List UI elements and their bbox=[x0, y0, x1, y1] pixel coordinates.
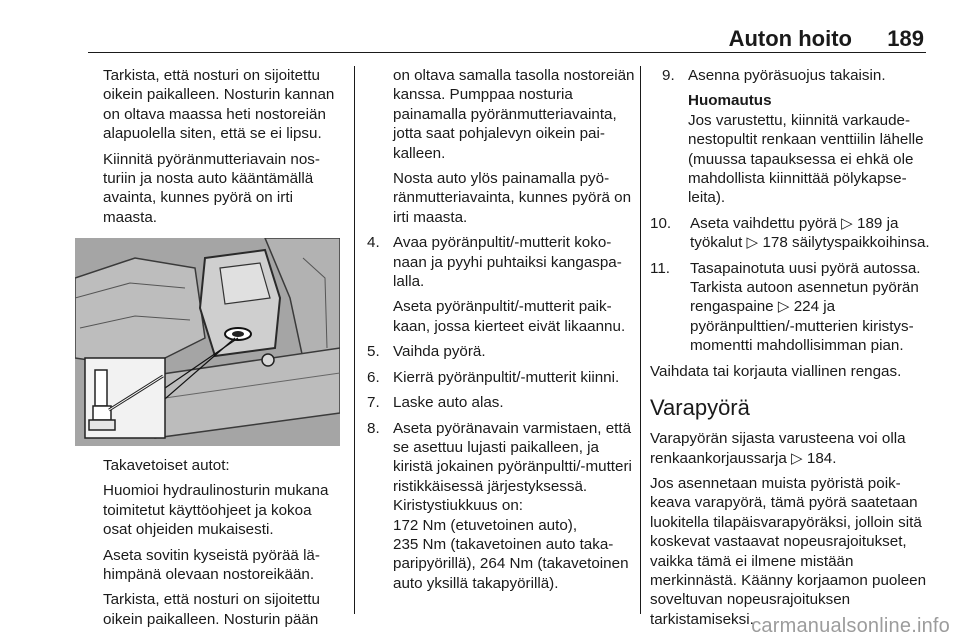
list-number: 9. bbox=[662, 67, 675, 84]
list-item-4 bbox=[367, 233, 635, 291]
paragraph: Huomioi hydraulinosturin mukana toimitetut käyttöohjeet ja kokoa osat ohjeiden mukaisesti. bbox=[103, 482, 329, 539]
paragraph: Varapyörän sijasta varusteena voi olla renkaankorjaussarja ▷ 184. bbox=[650, 430, 906, 467]
column-divider-left bbox=[354, 66, 355, 614]
list-text: Aseta pyöränavain varmistaen, että se asettuu lujasti paikalleen, ja kiristä jokainen pyöränpultti/-mutteri ristikkäisessä järjestyksessä. Kiristystiukkuus on: bbox=[393, 419, 632, 515]
paragraph: Vaihdata tai korjauta viallinen rengas. bbox=[650, 362, 902, 380]
paragraph: on oltava samalla tasolla nostoreiän kanssa. Pumppaa nosturia painamalla pyöränmutteriavainta, jotta saat pohjalevyn oikein paikalleen. bbox=[393, 67, 635, 162]
column-2 bbox=[367, 66, 635, 599]
watermark: carmanualsonline.info bbox=[751, 615, 950, 637]
list-number: 8. bbox=[367, 419, 380, 437]
paragraph: Tarkista, että nosturi on sijoitettu oikein paikalleen. Nosturin kannan on oltava maassa heti nostoreiän alapuolella siten, että se ei lipsu. bbox=[103, 67, 335, 143]
torque-value-rwd: 235 Nm (takavetoinen auto takaparipyörillä), 264 Nm (takavetoinen auto yksillä takapyörillä). bbox=[393, 535, 629, 592]
list-item-6 bbox=[367, 368, 635, 387]
list-number: 10. bbox=[650, 214, 672, 232]
list-item-8 bbox=[367, 419, 635, 516]
list-number: 5. bbox=[367, 343, 380, 361]
column-3 bbox=[650, 66, 932, 635]
paragraph: Aseta sovitin kyseistä pyörää lähimpänä olevaan nostoreikään. bbox=[103, 546, 320, 584]
jack-illustration-figure bbox=[75, 238, 340, 446]
list-number: 7. bbox=[367, 394, 380, 412]
list-text: Vaihda pyörä. bbox=[393, 343, 486, 361]
page-number: 189 bbox=[887, 26, 924, 51]
paragraph: Tarkista, että nosturi on sijoitettu oikein paikalleen. Nosturin pään bbox=[103, 591, 320, 628]
list-text: Aseta vaihdettu pyörä ▷ 189 ja työkalut ▷ 178 säilytyspaikkoihinsa. bbox=[690, 214, 930, 252]
list-text: Asenna pyöräsuojus takaisin. bbox=[688, 67, 886, 84]
list-text: Laske auto alas. bbox=[393, 394, 504, 412]
list-number: 11. bbox=[650, 259, 670, 277]
list-text: Tasapainotuta uusi pyörä autossa. Tarkista autoon asennetun pyörän rengaspaine ▷ 224 ja pyöränpulttien/-mutterien kiristysmomentti mahdollisimman pian. bbox=[690, 259, 921, 355]
jack-under-vehicle-illustration-icon bbox=[75, 238, 340, 446]
list-number: 4. bbox=[367, 234, 380, 252]
paragraph: Jos asennetaan muista pyöristä poikkeava varapyörä, tämä pyörä saatetaan luokitella tilapäisvarapyöräksi, jolloin sitä koskevat vastaavat nopeusrajoitukset, vaikka tämä ei ilmene mistään merkinnästä. Käänny korjaamon puoleen soveltuvan nopeusrajoituksen tarkistamiseksi. bbox=[650, 474, 927, 628]
list-item-11 bbox=[650, 259, 932, 356]
paragraph: Kiinnitä pyöränmutteriavain nosturiin ja nosta auto kääntämällä avainta, kunnes pyörä on irti maasta. bbox=[103, 150, 320, 226]
note-heading: Huomautus bbox=[688, 92, 772, 110]
list-item-5 bbox=[367, 342, 635, 361]
page-header bbox=[88, 24, 926, 53]
column-divider-right bbox=[640, 66, 641, 614]
list-subparagraph: Aseta pyöränpultit/-mutterit paikkaan, jossa kierteet eivät likaannu. bbox=[393, 298, 626, 335]
list-number: 6. bbox=[367, 368, 380, 386]
paragraph: Nosta auto ylös painamalla pyöränmutteriavainta, kunnes pyörä on irti maasta. bbox=[393, 170, 632, 226]
paragraph-rwd-label: Takavetoiset autot: bbox=[103, 457, 230, 474]
torque-value-fwd: 172 Nm (etuvetoinen auto), bbox=[393, 516, 578, 534]
section-heading: Varapyörä bbox=[650, 395, 750, 421]
column-1-top bbox=[103, 66, 343, 233]
list-text: Kierrä pyöränpultit/-mutterit kiinni. bbox=[393, 368, 620, 386]
note-text: Jos varustettu, kiinnitä varkaudenestopultit renkaan venttiilin lähelle (muussa tapauksessa ei ehkä ole mahdollista kiinnittää pölykapseleita). bbox=[688, 111, 924, 207]
list-item-9 bbox=[662, 66, 932, 85]
note-box bbox=[650, 91, 932, 207]
list-item-10 bbox=[650, 214, 932, 253]
list-item-7 bbox=[367, 393, 635, 412]
section-title: Auton hoito bbox=[728, 26, 852, 51]
list-text: Avaa pyöränpultit/-mutterit kokonaan ja pyyhi puhtaiksi kangaspalalla. bbox=[393, 234, 622, 291]
column-1-bottom bbox=[103, 456, 343, 635]
